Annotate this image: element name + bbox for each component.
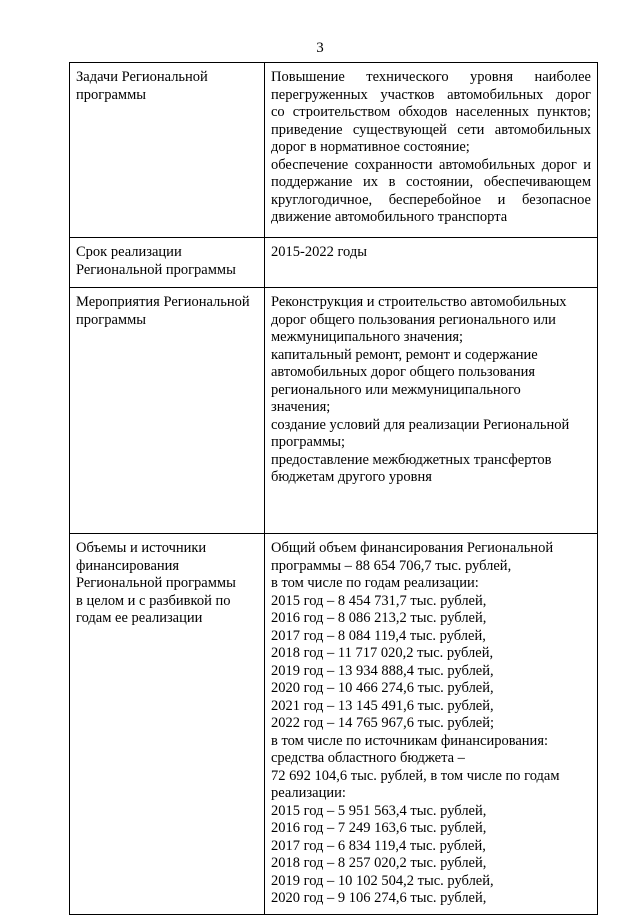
content-line: 2019 год – 10 102 504,2 тыс. рублей, (271, 872, 494, 889)
content-line: 72 692 104,6 тыс. рублей, в том числе по годам (271, 767, 560, 784)
content-line: 2016 год – 7 249 163,6 тыс. рублей, (271, 820, 487, 836)
label-line: программы (76, 311, 146, 328)
content-line: средства областного бюджета – (271, 750, 465, 766)
content-line: капитальный ремонт, ремонт и содержание (271, 346, 538, 363)
label-line: Региональной программы (76, 261, 236, 278)
content-line: 2019 год – 13 934 888,4 тыс. рублей, (271, 662, 494, 679)
content-line: 2015 год – 5 951 563,4 тыс. рублей, (271, 802, 487, 819)
content-line: предоставление межбюджетных трансфертов (271, 451, 552, 468)
content-line: в том числе по годам реализации: (271, 575, 479, 591)
content-line: программы; (271, 434, 346, 450)
label-line: Региональной программы (76, 575, 236, 591)
content-line: 2018 год – 11 717 020,2 тыс. рублей, (271, 645, 494, 661)
content-line: Общий объем финансирования Региональной (271, 540, 554, 556)
label-line: годам ее реализации (76, 610, 203, 626)
content-line: 2020 год – 10 466 274,6 тыс. рублей, (271, 680, 494, 696)
row-label-finance (70, 534, 265, 915)
row-label-term (70, 238, 265, 288)
row-content-finance (265, 534, 598, 915)
table-row-tasks (70, 63, 598, 238)
content-line: со строительством обходов населенных пунктов; (271, 104, 591, 120)
page-number: 3 (316, 40, 324, 56)
label-line: Объемы и источники (76, 540, 207, 556)
content-line: значения; (271, 399, 331, 415)
content-line: Реконструкция и строительство автомобильных (271, 294, 567, 310)
content-line: 2017 год – 8 084 119,4 тыс. рублей, (271, 627, 486, 644)
label-line: финансирования (76, 557, 180, 574)
row-label-tasks (70, 63, 265, 238)
content-line: движение автомобильного транспорта (271, 209, 508, 225)
content-line: бюджетам другого уровня (271, 469, 432, 485)
content-line: 2020 год – 9 106 274,6 тыс. рублей, (271, 890, 487, 906)
label-line: Срок реализации (76, 244, 182, 260)
content-line: поддержание их в состоянии, обеспечивающем (271, 174, 591, 190)
content-line: в том числе по источникам финансирования: (271, 732, 549, 749)
content-line: 2016 год – 8 086 213,2 тыс. рублей, (271, 610, 487, 626)
content-line: 2018 год – 8 257 020,2 тыс. рублей, (271, 855, 487, 871)
content-line: перегруженных участков автомобильных дорог (271, 86, 591, 103)
row-content-term (265, 238, 598, 288)
row-content-events (265, 288, 598, 534)
content-line: автомобильных дорог общего пользования (271, 364, 536, 380)
content-line: 2015-2022 годы (271, 244, 367, 260)
content-line: межмуниципального значения; (271, 329, 464, 345)
label-line: Задачи Региональной (76, 69, 208, 85)
table-row-term (70, 238, 598, 288)
content-line: 2021 год – 13 145 491,6 тыс. рублей, (271, 697, 494, 714)
content-line: регионального или межмуниципального (271, 381, 521, 398)
row-label-events (70, 288, 265, 534)
content-line: 2017 год – 6 834 119,4 тыс. рублей, (271, 837, 486, 854)
content-line: создание условий для реализации Региональной (271, 416, 570, 433)
label-line: Мероприятия Региональной (76, 294, 250, 310)
content-line: дорог в нормативное состояние; (271, 139, 470, 155)
table-row-finance (70, 534, 598, 915)
content-line: дорог общего пользования регионального или (271, 311, 556, 328)
row-content-tasks (265, 63, 598, 238)
content-line: Повышение технического уровня наиболее (271, 69, 591, 85)
content-line: 2015 год – 8 454 731,7 тыс. рублей, (271, 592, 487, 609)
label-line: программы (76, 86, 146, 103)
program-passport-table (69, 62, 598, 915)
content-line: реализации: (271, 785, 346, 801)
content-line: приведение существующей сети автомобильных (271, 121, 591, 138)
content-line: круглогодичное, бесперебойное и безопасное (271, 191, 591, 208)
content-line: программы – 88 654 706,7 тыс. рублей, (271, 557, 512, 574)
label-line: в целом и с разбивкой по (76, 592, 231, 609)
content-line: 2022 год – 14 765 967,6 тыс. рублей; (271, 715, 495, 731)
table-row-events (70, 288, 598, 534)
content-line: обеспечение сохранности автомобильных дорог и (271, 156, 591, 173)
